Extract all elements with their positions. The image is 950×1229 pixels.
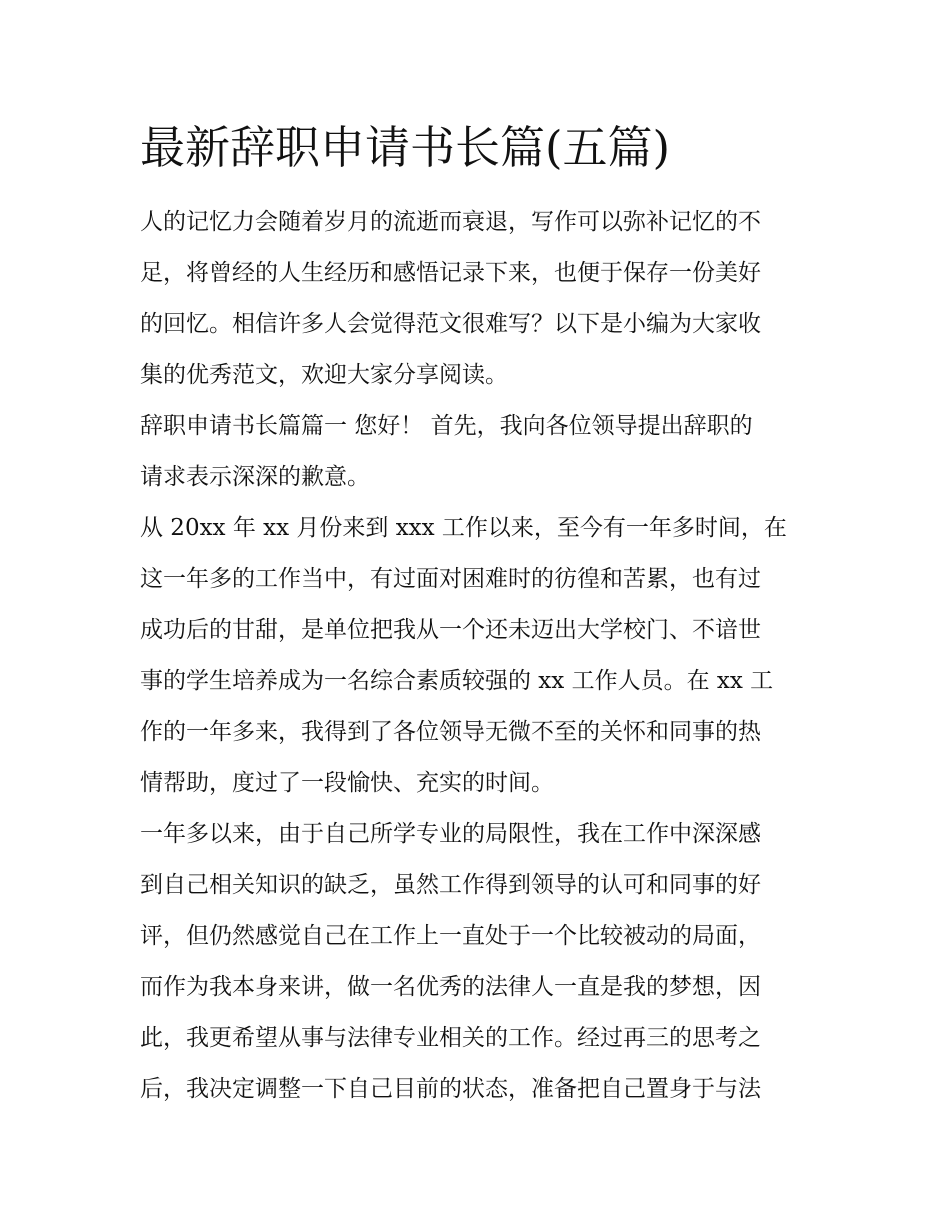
text-line: 而作为我本身来讲，做一名优秀的法律人一直是我的梦想，因: [140, 974, 761, 1000]
text-line: 的回忆。相信许多人会觉得范文很难写？以下是小编为大家收: [140, 311, 761, 337]
document-body: [140, 197, 820, 1115]
text-line: 这一年多的工作当中，有过面对困难时的彷徨和苦累，也有过: [140, 566, 761, 592]
text-line: 评，但仍然感觉自己在工作上一直处于一个比较被动的局面，: [140, 923, 761, 949]
text-line: 到自己相关知识的缺乏，虽然工作得到领导的认可和同事的好: [140, 872, 761, 898]
text-line: 一年多以来，由于自己所学专业的局限性，我在工作中深深感: [140, 821, 761, 847]
text-line: 后，我决定调整一下自己目前的状态，准备把自己置身于与法: [140, 1076, 761, 1102]
text-line: 此，我更希望从事与法律专业相关的工作。经过再三的思考之: [140, 1025, 761, 1051]
text-line: 成功后的甘甜，是单位把我从一个还未迈出大学校门、不谙世: [140, 617, 761, 643]
text-line: 集的优秀范文，欢迎大家分享阅读。: [140, 362, 508, 388]
text-line: 作的一年多来，我得到了各位领导无微不至的关怀和同事的热: [140, 719, 761, 745]
text-line: 请求表示深深的歉意。: [140, 464, 370, 490]
document-title: 最新辞职申请书长篇(五篇): [140, 121, 671, 174]
text-line: 事的学生培养成为一名综合素质较强的 xx 工作人员。在 xx 工: [140, 668, 774, 694]
text-line: 人的记忆力会随着岁月的流逝而衰退，写作可以弥补记忆的不: [140, 209, 761, 235]
text-line: 辞职申请书长篇篇一 您好！ 首先，我向各位领导提出辞职的: [140, 413, 753, 439]
text-line: 足，将曾经的人生经历和感悟记录下来，也便于保存一份美好: [140, 260, 761, 286]
text-line: 从 20xx 年 xx 月份来到 xxx 工作以来，至今有一年多时间，在: [140, 515, 787, 541]
text-line: 情帮助，度过了一段愉快、充实的时间。: [140, 770, 554, 796]
